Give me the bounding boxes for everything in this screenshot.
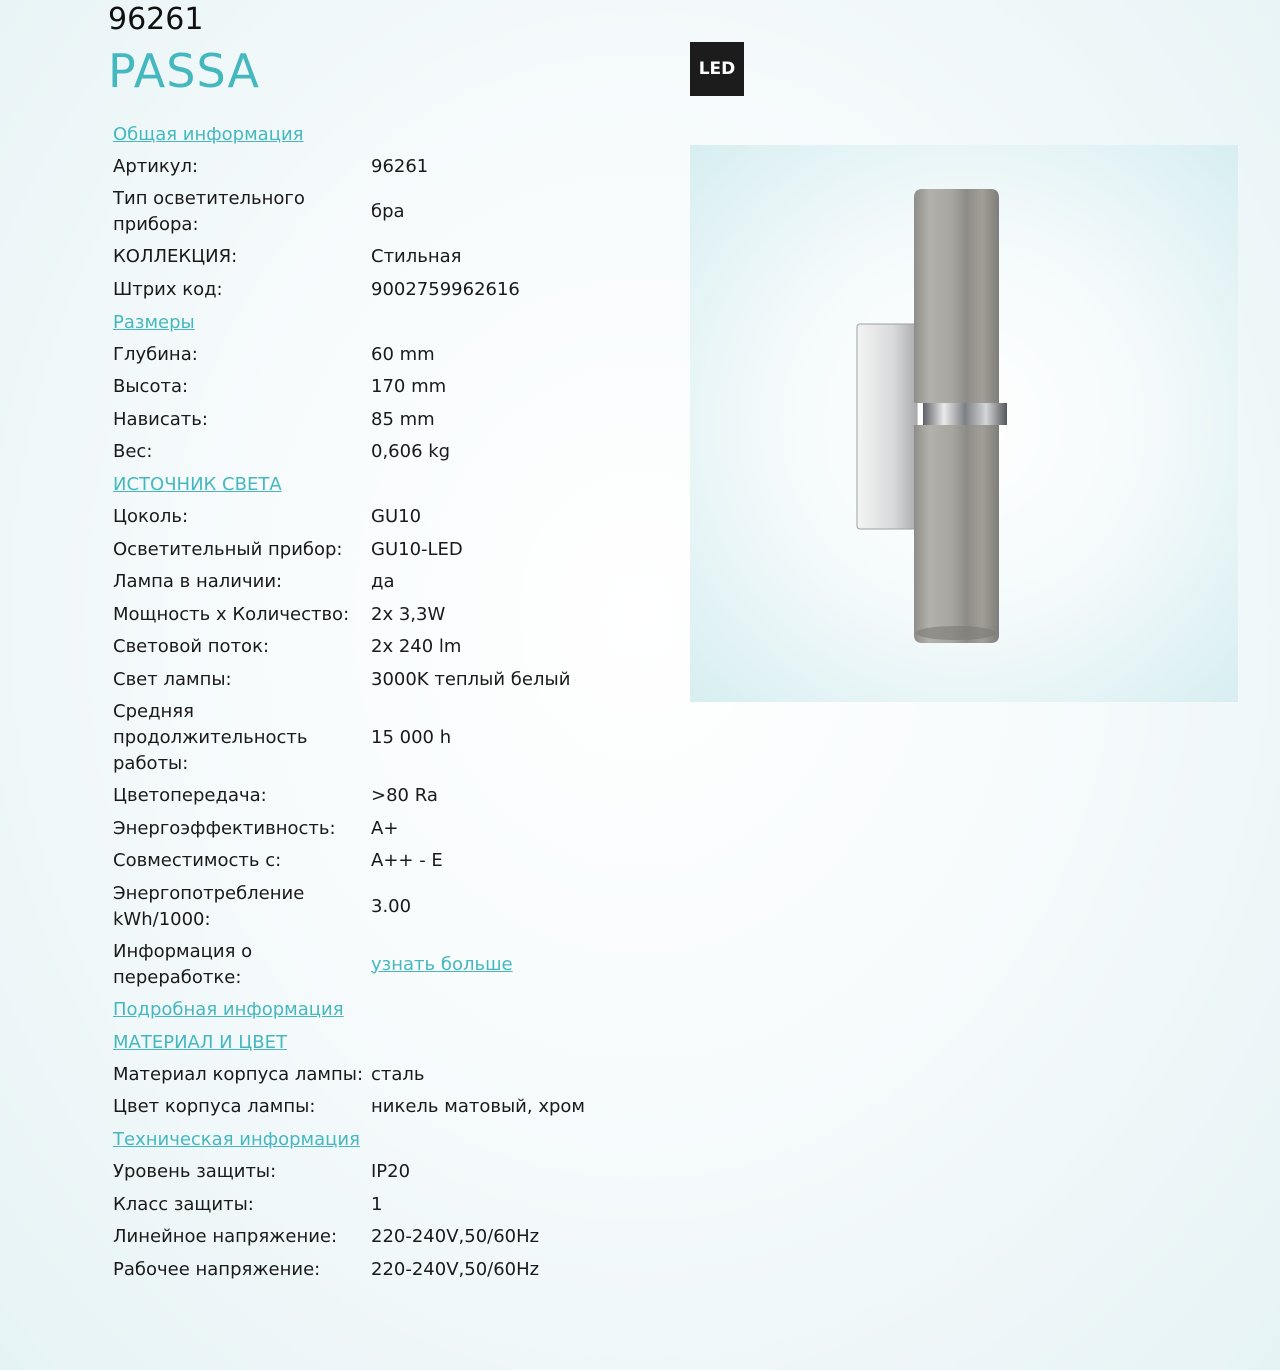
spec-row-collection [113, 241, 673, 274]
section-dimensions[interactable] [113, 306, 673, 339]
spec-value: GU10 [371, 506, 422, 528]
spec-row-fixture-type [113, 183, 673, 241]
spec-row-luminous-flux [113, 631, 673, 664]
section-technical-info[interactable] [113, 1124, 673, 1157]
spec-row-consumption [113, 878, 673, 936]
spec-value: 3000K теплый белый [371, 668, 571, 690]
wall-lamp-illustration [690, 145, 1238, 702]
spec-label: КОЛЛЕКЦИЯ: [113, 246, 238, 268]
spec-label: Класс защиты: [113, 1193, 254, 1215]
spec-row-compatibility [113, 845, 673, 878]
spec-label: Совместимость с: [113, 850, 282, 872]
spec-row-energy-class [113, 813, 673, 846]
spec-label: Энергопотребление kWh/1000: [113, 882, 305, 930]
spec-value: 3.00 [371, 895, 412, 917]
spec-row-depth [113, 339, 673, 372]
spec-label: Мощность x Количество: [113, 603, 350, 625]
spec-row-line-voltage [113, 1221, 673, 1254]
spec-label: Рабочее напряжение: [113, 1258, 321, 1280]
spec-row-cri [113, 780, 673, 813]
spec-label: Артикул: [113, 155, 199, 177]
spec-label: Световой поток: [113, 636, 270, 658]
spec-value: GU10-LED [371, 538, 463, 560]
spec-row-recycling [113, 936, 673, 994]
section-title[interactable]: Общая информация [113, 123, 304, 145]
led-badge: LED [690, 42, 744, 96]
spec-label: Лампа в наличии: [113, 571, 283, 593]
spec-value: 170 mm [371, 376, 447, 398]
section-title[interactable]: Подробная информация [113, 999, 344, 1021]
spec-row-protection-class [113, 1189, 673, 1222]
spec-label: Глубина: [113, 343, 198, 365]
section-material-color[interactable] [113, 1026, 673, 1059]
section-title[interactable]: ИСТОЧНИК СВЕТА [113, 474, 282, 496]
spec-value: да [371, 571, 395, 593]
spec-value: 1 [371, 1193, 383, 1215]
spec-row-socket [113, 501, 673, 534]
spec-label: Свет лампы: [113, 668, 232, 690]
article-number: 96261 [108, 2, 204, 37]
spec-label: Штрих код: [113, 278, 223, 300]
spec-value: бра [371, 201, 405, 222]
spec-row-lifetime [113, 696, 673, 780]
spec-value: A++ - E [371, 850, 443, 872]
spec-value: сталь [371, 1063, 425, 1085]
spec-label: Цветопередача: [113, 785, 267, 807]
section-detailed-info[interactable] [113, 994, 673, 1027]
spec-value: Стильная [371, 246, 462, 268]
spec-row-lamp-included [113, 566, 673, 599]
spec-label: Высота: [113, 376, 189, 398]
spec-value: 2x 3,3W [371, 603, 446, 625]
spec-table [113, 118, 673, 1286]
spec-label: Вес: [113, 441, 153, 463]
spec-row-lamp [113, 534, 673, 567]
section-light-source[interactable] [113, 469, 673, 502]
spec-label: Уровень защиты: [113, 1161, 277, 1183]
section-title[interactable]: МАТЕРИАЛ И ЦВЕТ [113, 1031, 287, 1053]
spec-label: Информация о переработке: [113, 940, 253, 988]
product-photo [690, 145, 1238, 702]
spec-row-ip [113, 1156, 673, 1189]
spec-value: 60 mm [371, 343, 435, 365]
spec-label: Осветительный прибор: [113, 538, 343, 560]
section-title[interactable]: Техническая информация [113, 1129, 360, 1151]
product-title: PASSA [108, 44, 260, 98]
spec-value: 220-240V,50/60Hz [371, 1258, 540, 1280]
spec-value: 2x 240 lm [371, 636, 462, 658]
spec-value: IP20 [371, 1161, 411, 1183]
spec-label: Линейное напряжение: [113, 1226, 338, 1248]
spec-value: 9002759962616 [371, 278, 520, 300]
spec-row-operating-voltage [113, 1254, 673, 1287]
spec-row-barcode [113, 274, 673, 307]
section-title[interactable]: Размеры [113, 311, 195, 333]
spec-label: Энергоэффективность: [113, 817, 336, 839]
spec-label: Материал корпуса лампы: [113, 1063, 364, 1085]
spec-row-color [113, 1091, 673, 1124]
spec-row-height [113, 371, 673, 404]
spec-label: Средняя продолжительность работы: [113, 701, 308, 774]
spec-label: Нависать: [113, 408, 208, 430]
spec-value: никель матовый, хром [371, 1096, 585, 1118]
learn-more-link[interactable]: узнать больше [371, 953, 513, 975]
spec-row-article [113, 151, 673, 184]
spec-row-projection [113, 404, 673, 437]
spec-row-weight [113, 436, 673, 469]
spec-value: 85 mm [371, 408, 435, 430]
spec-value: 96261 [371, 155, 429, 177]
spec-label: Цоколь: [113, 506, 189, 528]
spec-value: 0,606 kg [371, 441, 451, 463]
spec-value: A+ [371, 817, 399, 839]
spec-row-material [113, 1059, 673, 1092]
section-general-info[interactable] [113, 118, 673, 151]
spec-row-power [113, 599, 673, 632]
spec-value: >80 Ra [371, 785, 438, 807]
spec-value: 220-240V,50/60Hz [371, 1226, 540, 1248]
spec-row-light-color [113, 664, 673, 697]
spec-label: Цвет корпуса лампы: [113, 1096, 316, 1118]
spec-label: Тип осветительного прибора: [113, 188, 305, 235]
spec-value: 15 000 h [371, 727, 452, 748]
